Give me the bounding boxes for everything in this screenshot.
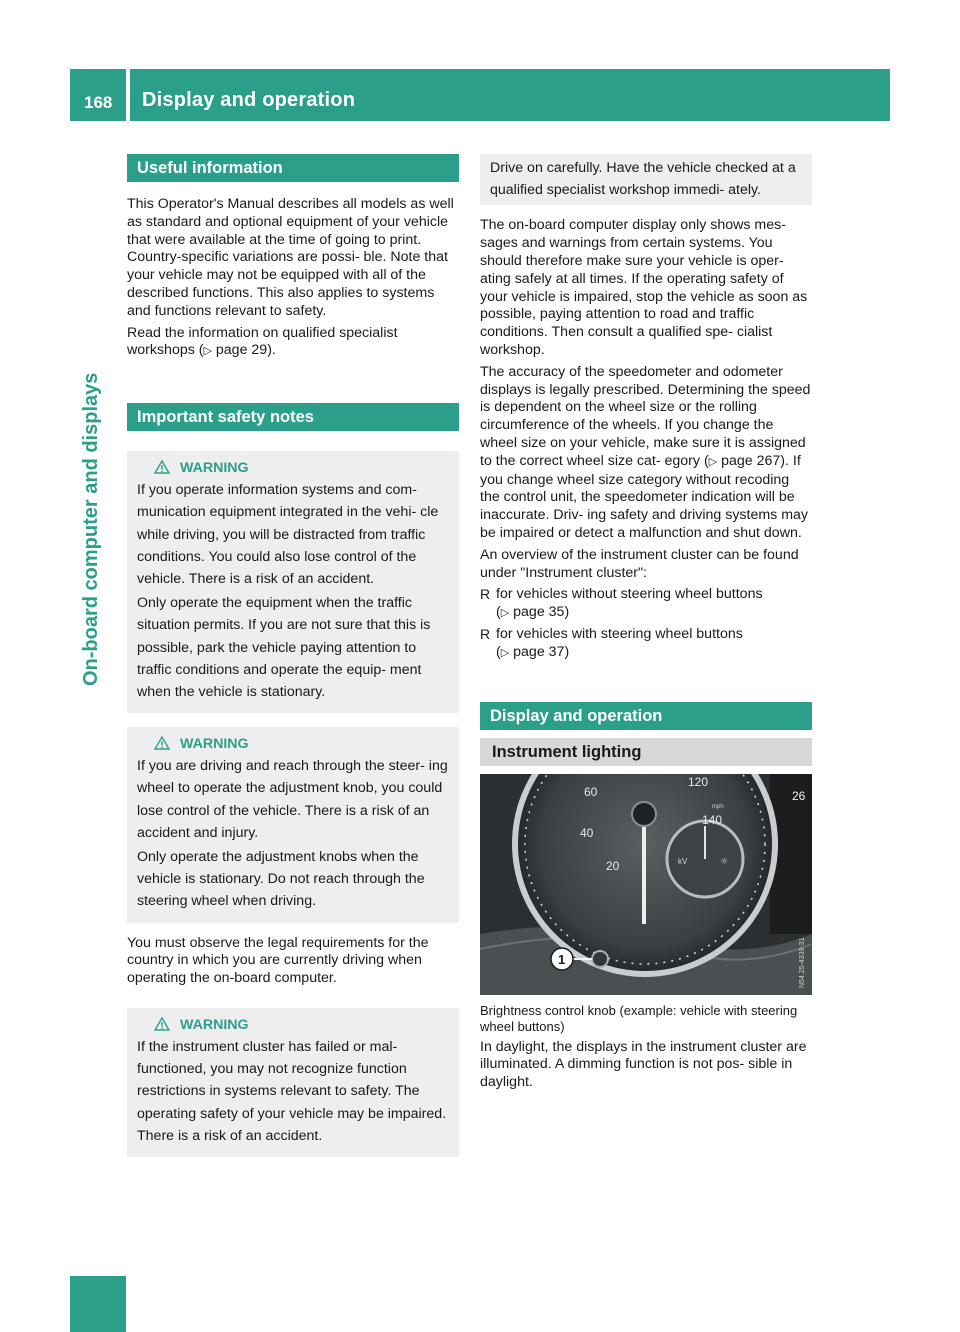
warning-label: WARNING — [180, 460, 249, 477]
left-column — [127, 154, 459, 1157]
warning-triangle-icon — [154, 1017, 170, 1031]
page-ref-35[interactable]: page 35) — [513, 604, 570, 621]
figure-code: N54.25-4339-31 — [799, 936, 806, 988]
page-title: Display and operation — [142, 89, 356, 111]
chapter-marker — [70, 1276, 126, 1332]
list-item-text: for vehicles without steering wheel buttons — [496, 586, 763, 603]
instrument-cluster-photo — [480, 774, 812, 995]
continued-warning-box: Drive on carefully. Have the vehicle checked at a qualified specialist workshop immedi- ately. — [480, 154, 812, 205]
warning-header — [137, 459, 449, 477]
list-item: R for vehicles without steering wheel buttons (▷ page 35) — [480, 586, 763, 621]
tick-label: 140 — [702, 812, 723, 827]
warning-1-paragraph-1: If you operate information systems and com- munication equipment integrated in the vehi- cle while driving, you will be distracted from traffic conditions. You could also lose control of the vehicle. There is a risk of an accident. — [137, 482, 439, 587]
warning-3-paragraph-1: If the instrument cluster has failed or mal- functioned, you may not recognize function restrictions in systems relevant to safety. The operating safety of your vehicle may be impaired. There is a risk of an accident. — [137, 1039, 447, 1144]
tick-label: 120 — [688, 774, 709, 789]
legal-requirements-paragraph: You must observe the legal requirements for the country in which you are currently driving when operating the on-board computer. — [127, 934, 429, 987]
page-ref-arrow-icon: ▷ — [500, 607, 510, 620]
speed-unit-label: mph — [712, 803, 724, 810]
warning-label: WARNING — [180, 736, 249, 753]
speedometer-text-b: If you change wheel size category without recoding the control unit, the speedometer indication will be inaccurate. Driv- ing safety and driving systems may be impaired or detect a malfunction and shut down. — [480, 452, 809, 541]
section-important-safety-notes: Important safety notes — [127, 403, 459, 431]
page-number: 168 — [84, 93, 113, 112]
warning-label: WARNING — [180, 1017, 249, 1034]
callout-number: 1 — [558, 951, 566, 967]
page-ref-arrow-icon: ▷ — [203, 345, 212, 358]
warning-header — [137, 735, 449, 753]
instrument-cluster-overview-paragraph: An overview of the instrument cluster can be found under "Instrument cluster": — [480, 546, 799, 581]
page-ref-arrow-icon: ▷ — [708, 455, 718, 468]
warning-2-paragraph-2: Only operate the adjustment knobs when the vehicle is stationary. Do not reach through the steering wheel when driving. — [137, 849, 425, 910]
page-header — [70, 69, 890, 121]
list-item: R for vehicles with steering wheel buttons (▷ page 37) — [480, 625, 743, 660]
gauge-label-sun-icon: ☼ — [720, 856, 729, 867]
daylight-paragraph: In daylight, the displays in the instrument cluster are illuminated. A dimming function is not pos- sible in daylight. — [480, 1038, 807, 1091]
gauge-label-kv: kV — [678, 856, 688, 866]
tick-label: 40 — [580, 825, 594, 840]
page-ref-arrow-icon: ▷ — [500, 646, 510, 659]
bullet-r-icon: R — [480, 586, 491, 603]
side-tab — [70, 121, 126, 1211]
useful-paragraph-1: This Operator's Manual describes all models as well as standard and optional equipment of your vehicle that were available at the time of going to print. Country-specific variations are possi- ble. Note that your vehicle may not be equipped with all of the described functions. This also applies to systems and functions relevant to safety. — [127, 196, 454, 319]
page-ref-29[interactable]: page 29). — [215, 342, 276, 359]
list-item-text: for vehicles with steering wheel buttons — [496, 625, 743, 642]
warning-box-1 — [127, 451, 459, 713]
chapter-label: On-board computer and displays — [80, 372, 102, 686]
speedometer-text-a: The accuracy of the speedometer and odometer displays is legally prescribed. Determining the speed is dependent on the wheel size or the rolling circumference of the wheels. If you change the wheel size on your vehicle, make sure it is assigned to the correct wheel size cat- egory ( — [480, 363, 811, 469]
subsection-instrument-lighting: Instrument lighting — [480, 738, 812, 766]
bullet-r-icon: R — [480, 625, 491, 642]
instrument-cluster-illustration — [480, 774, 812, 995]
header-divider — [126, 69, 130, 121]
warning-header — [137, 1016, 449, 1034]
useful-paragraph-2-text: Read the information on qualified specialist workshops ( — [127, 324, 398, 359]
onboard-display-paragraph: The on-board computer display only shows mes- sages and warnings from certain systems. You should therefore make sure your vehicle is oper- ating safely at all times. If the operating safety of your vehicle is impaired, stop the vehicle as soon as possible, paying attention to road and traffic conditions. Then consult a qualified spe- cialist workshop. — [480, 217, 808, 358]
warning-box-2 — [127, 727, 459, 922]
section-useful-information: Useful information — [127, 154, 459, 182]
tick-label: 20 — [606, 858, 620, 873]
page-ref-267[interactable]: page 267). — [721, 452, 789, 469]
useful-paragraph-2 — [127, 325, 459, 362]
warning-1-paragraph-2: Only operate the equipment when the traffic situation permits. If you are not sure that this is possible, park the vehicle paying attention to traffic conditions and operate the equip- ment when the vehicle is stationary. — [137, 595, 431, 700]
page-ref-37[interactable]: page 37) — [513, 643, 570, 660]
section-display-and-operation: Display and operation — [480, 702, 812, 730]
warning-box-3 — [127, 1008, 459, 1157]
display-fragment: 26 — [792, 788, 806, 803]
warning-triangle-icon — [154, 736, 170, 750]
warning-2-paragraph-1: If you are driving and reach through the steer- ing wheel to operate the adjustment knob, you could lose control of the vehicle. There is a risk of an accident and injury. — [137, 758, 448, 841]
figure-caption: Brightness control knob (example: vehicle with steering wheel buttons) — [480, 1002, 798, 1034]
speedometer-accuracy-paragraph — [480, 364, 812, 543]
instrument-cluster-list — [480, 586, 812, 662]
warning-triangle-icon — [154, 460, 170, 474]
tick-label: 60 — [584, 784, 598, 799]
right-column — [480, 154, 812, 1096]
